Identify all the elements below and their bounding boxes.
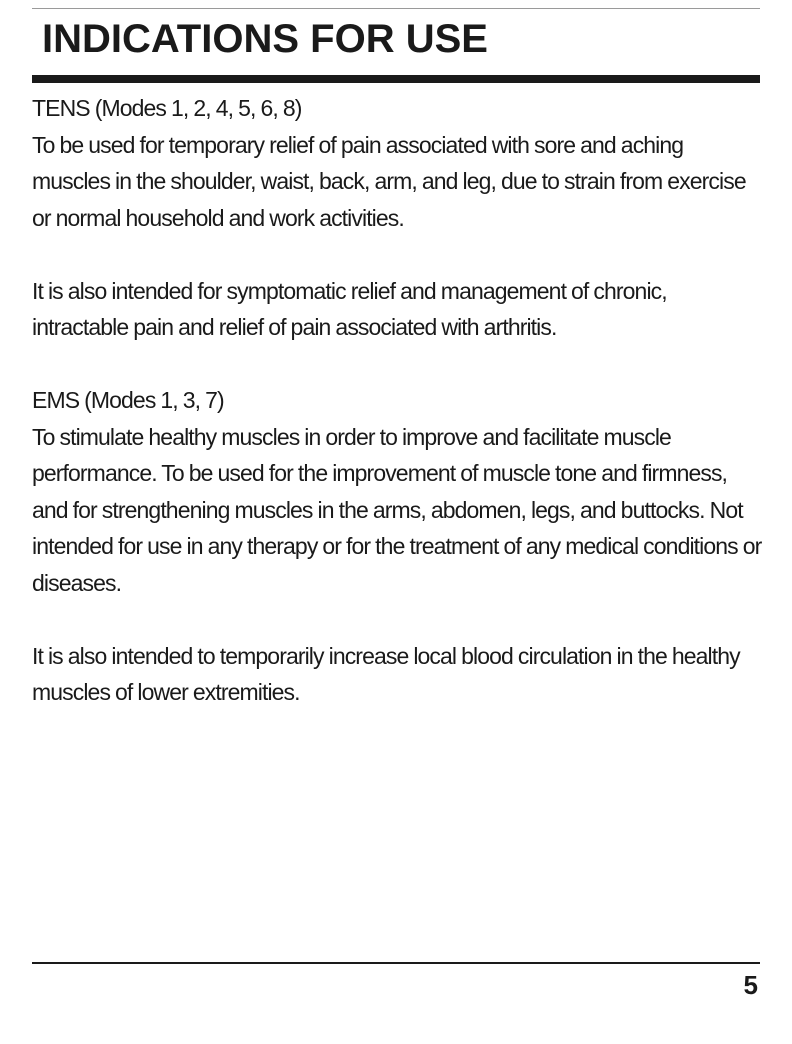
tens-paragraph-1: To be used for temporary relief of pain associated with sore and aching muscles in the shoulder, waist, back, arm, and leg, due to strain from exercise or normal household and work activities. (32, 131, 746, 231)
title-underline (32, 75, 760, 83)
ems-paragraph-2: It is also intended to temporarily increase local blood circulation in the healthy muscles of lower extremities. (32, 642, 740, 705)
ems-paragraph-1: To stimulate healthy muscles in order to improve and facilitate muscle performance. To be used for the improvement of muscle tone and firmness, and for strengthening muscles in the arms, abdomen, legs, and buttocks. Not intended for use in any therapy or for the treatment of any medical conditions or diseases. (32, 423, 762, 596)
paragraph-gap (32, 601, 764, 638)
paragraph-gap (32, 236, 764, 273)
tens-heading: TENS (Modes 1, 2, 4, 5, 6, 8) (32, 95, 302, 121)
page-body (32, 90, 764, 711)
ems-heading: EMS (Modes 1, 3, 7) (32, 387, 224, 413)
page-title: INDICATIONS FOR USE (42, 17, 488, 61)
section-gap (32, 346, 764, 383)
footer-divider (32, 962, 760, 964)
page-number: 5 (743, 970, 758, 1000)
top-divider (32, 8, 760, 9)
tens-paragraph-2: It is also intended for symptomatic relief and management of chronic, intractable pain and relief of pain associated with arthritis. (32, 277, 667, 340)
